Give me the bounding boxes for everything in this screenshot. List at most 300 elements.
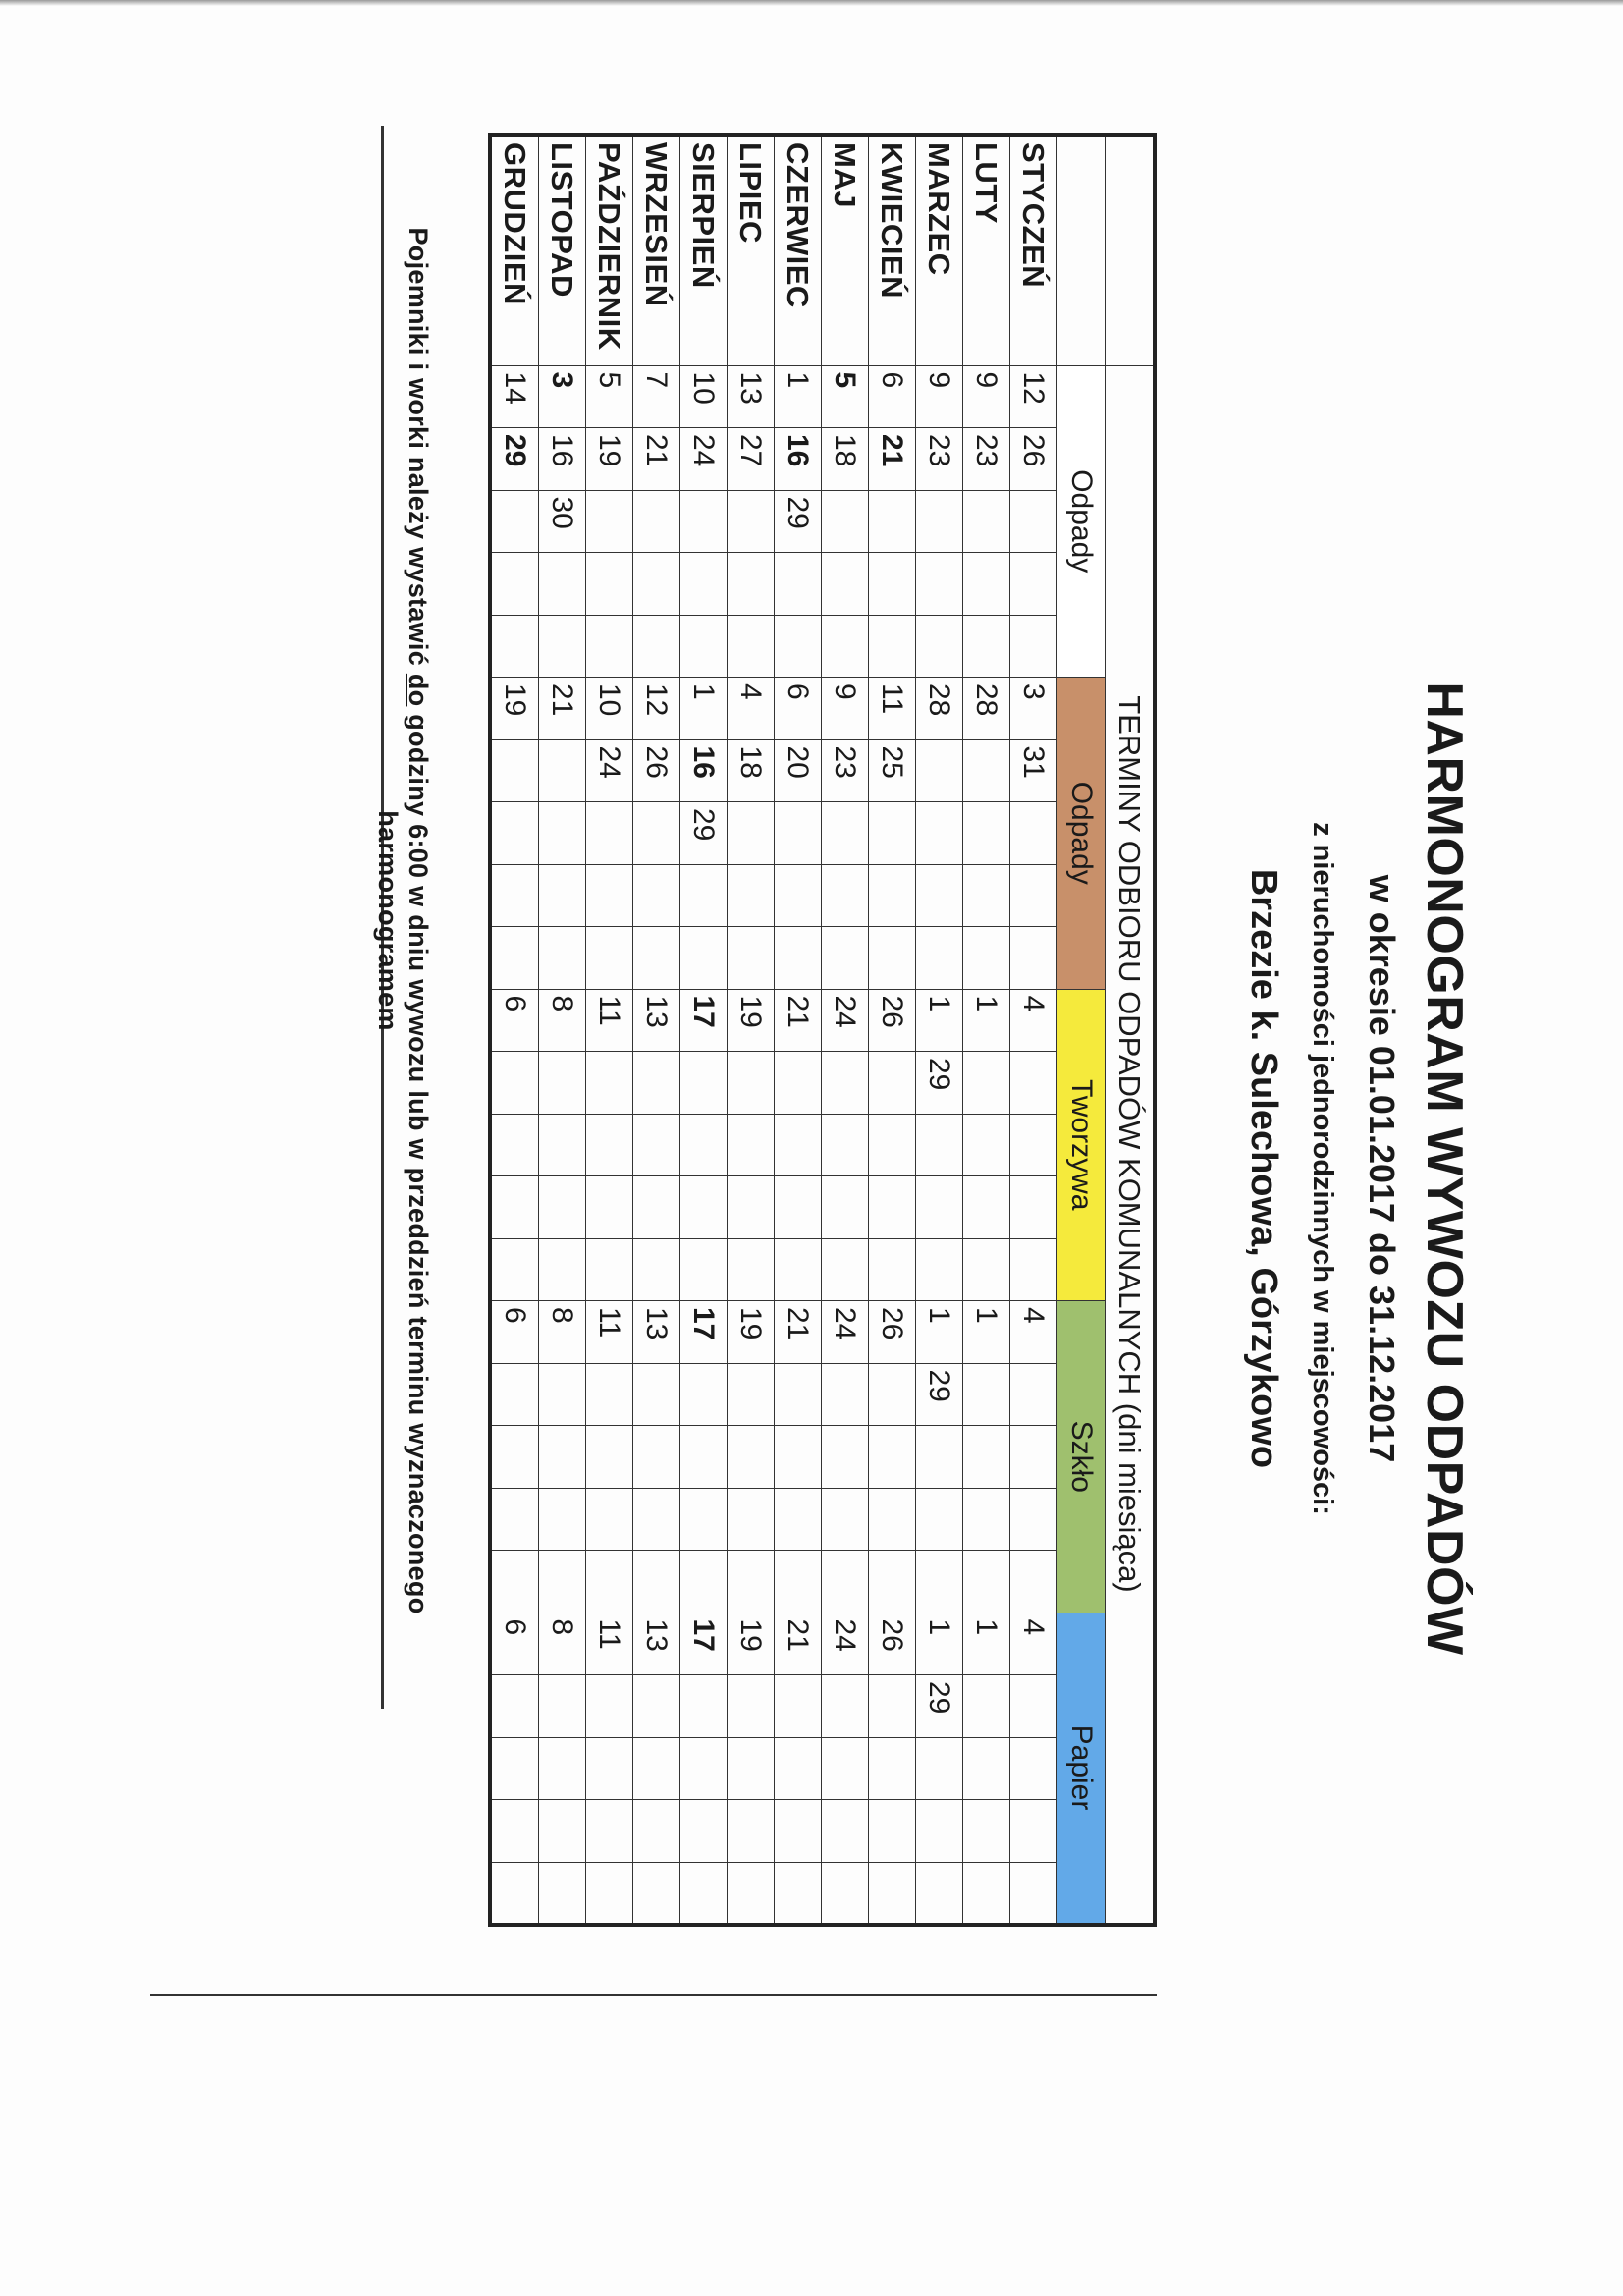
pickup-day-cell: [633, 553, 680, 616]
pickup-day-cell: [963, 1426, 1010, 1489]
pickup-day-cell: [728, 802, 775, 865]
pickup-day-cell: [1010, 1488, 1057, 1551]
pickup-day-cell: [963, 1551, 1010, 1613]
pickup-day-cell: 24: [822, 1613, 869, 1675]
pickup-day-cell: [633, 864, 680, 927]
pickup-day-cell: [963, 927, 1010, 990]
pickup-day-cell: [869, 1488, 916, 1551]
pickup-day-cell: [680, 1363, 728, 1426]
pickup-day-cell: 17: [680, 989, 728, 1052]
pickup-day-cell: [633, 1675, 680, 1738]
pickup-day-cell: [822, 1426, 869, 1489]
pickup-day-cell: 24: [822, 1301, 869, 1364]
pickup-day-cell: [775, 1488, 822, 1551]
property-line: z nieruchomości jednorodzinnych w miejscowości:: [1307, 822, 1338, 1515]
pickup-day-cell: [586, 1737, 633, 1800]
pickup-day-cell: [633, 1862, 680, 1925]
pickup-day-cell: 12: [633, 678, 680, 740]
pickup-day-cell: 23: [963, 428, 1010, 491]
pickup-day-cell: [728, 1114, 775, 1176]
pickup-day-cell: [728, 553, 775, 616]
pickup-day-cell: [586, 1176, 633, 1239]
pickup-day-cell: 29: [775, 490, 822, 553]
pickup-day-cell: [1010, 864, 1057, 927]
pickup-day-cell: [963, 1114, 1010, 1176]
pickup-day-cell: [822, 802, 869, 865]
pickup-day-cell: [680, 1862, 728, 1925]
pickup-day-cell: [490, 802, 539, 865]
pickup-day-cell: [869, 802, 916, 865]
pickup-day-cell: 29: [916, 1363, 963, 1426]
pickup-day-cell: [586, 1488, 633, 1551]
month-row: [490, 135, 539, 1925]
pickup-day-cell: 13: [633, 1613, 680, 1675]
pickup-day-cell: [775, 1862, 822, 1925]
pickup-day-cell: [775, 1737, 822, 1800]
pickup-day-cell: 13: [728, 365, 775, 428]
pickup-day-cell: 26: [869, 1301, 916, 1364]
pickup-day-cell: 28: [963, 678, 1010, 740]
pickup-day-cell: 18: [728, 739, 775, 802]
pickup-day-cell: [633, 490, 680, 553]
pickup-day-cell: [916, 927, 963, 990]
pickup-day-cell: 21: [775, 989, 822, 1052]
pickup-day-cell: 9: [963, 365, 1010, 428]
pickup-day-cell: [539, 1363, 586, 1426]
pickup-day-cell: 6: [490, 989, 539, 1052]
pickup-day-cell: [490, 1363, 539, 1426]
pickup-day-cell: [490, 1551, 539, 1613]
pickup-day-cell: [869, 1551, 916, 1613]
pickup-day-cell: 29: [916, 1052, 963, 1115]
footer-text-before: Pojemniki i worki należy wystawić: [404, 227, 433, 674]
pickup-day-cell: [680, 927, 728, 990]
pickup-day-cell: 29: [916, 1675, 963, 1738]
pickup-day-cell: [963, 1238, 1010, 1301]
pickup-day-cell: [728, 1551, 775, 1613]
pickup-day-cell: 1: [963, 989, 1010, 1052]
pickup-day-cell: [490, 1800, 539, 1863]
pickup-day-cell: [963, 1052, 1010, 1115]
pickup-day-cell: [916, 615, 963, 678]
month-row: [728, 135, 775, 1925]
pickup-day-cell: [539, 1238, 586, 1301]
pickup-day-cell: [728, 1862, 775, 1925]
pickup-day-cell: 26: [869, 989, 916, 1052]
pickup-day-cell: [916, 864, 963, 927]
pickup-day-cell: [822, 1675, 869, 1738]
pickup-day-cell: 23: [822, 739, 869, 802]
pickup-day-cell: 8: [539, 1301, 586, 1364]
pickup-day-cell: 21: [775, 1301, 822, 1364]
pickup-day-cell: 10: [680, 365, 728, 428]
pickup-day-cell: [869, 864, 916, 927]
pickup-day-cell: [680, 1488, 728, 1551]
pickup-day-cell: [963, 553, 1010, 616]
pickup-day-cell: [775, 1052, 822, 1115]
month-name: LIPIEC: [728, 135, 775, 365]
waste-type-header: Papier: [1057, 1613, 1106, 1925]
pickup-day-cell: 4: [728, 678, 775, 740]
pickup-day-cell: 21: [539, 678, 586, 740]
month-row: [680, 135, 728, 1925]
pickup-day-cell: [633, 1426, 680, 1489]
pickup-day-cell: [490, 1114, 539, 1176]
pickup-day-cell: [775, 1800, 822, 1863]
pickup-day-cell: [869, 1363, 916, 1426]
pickup-day-cell: [586, 927, 633, 990]
pickup-day-cell: [633, 1363, 680, 1426]
pickup-day-cell: 11: [869, 678, 916, 740]
pickup-day-cell: [728, 927, 775, 990]
pickup-day-cell: [869, 490, 916, 553]
pickup-day-cell: [728, 1176, 775, 1239]
pickup-day-cell: [490, 1176, 539, 1239]
pickup-day-cell: [822, 1551, 869, 1613]
waste-type-header: Odpady: [1057, 365, 1106, 678]
pickup-day-cell: [1010, 802, 1057, 865]
pickup-day-cell: 20: [775, 739, 822, 802]
pickup-day-cell: [869, 1800, 916, 1863]
pickup-day-cell: [822, 1488, 869, 1551]
pickup-day-cell: [1010, 1426, 1057, 1489]
pickup-day-cell: [728, 1737, 775, 1800]
pickup-day-cell: [633, 1052, 680, 1115]
pickup-day-cell: [633, 1551, 680, 1613]
pickup-day-cell: [539, 1176, 586, 1239]
pickup-day-cell: [822, 1862, 869, 1925]
pickup-day-cell: 13: [633, 989, 680, 1052]
month-row: [633, 135, 680, 1925]
pickup-day-cell: 19: [490, 678, 539, 740]
pickup-day-cell: [916, 1551, 963, 1613]
pickup-day-cell: [963, 1176, 1010, 1239]
pickup-day-cell: 1: [963, 1301, 1010, 1364]
pickup-day-cell: [916, 1737, 963, 1800]
pickup-day-cell: [869, 1114, 916, 1176]
month-row: [916, 135, 963, 1925]
pickup-day-cell: [680, 615, 728, 678]
pickup-day-cell: 19: [728, 1613, 775, 1675]
pickup-day-cell: 21: [633, 428, 680, 491]
pickup-day-cell: [633, 1800, 680, 1863]
pickup-day-cell: [680, 1737, 728, 1800]
pickup-day-cell: [539, 1800, 586, 1863]
pickup-day-cell: [586, 1800, 633, 1863]
pickup-day-cell: 24: [680, 428, 728, 491]
pickup-day-cell: [916, 1114, 963, 1176]
pickup-day-cell: [728, 490, 775, 553]
pickup-day-cell: [1010, 1052, 1057, 1115]
pickup-day-cell: [680, 490, 728, 553]
pickup-day-cell: [1010, 1114, 1057, 1176]
pickup-day-cell: [869, 1426, 916, 1489]
pickup-day-cell: [963, 802, 1010, 865]
pickup-day-cell: [775, 1675, 822, 1738]
pickup-day-cell: 3: [539, 365, 586, 428]
pickup-day-cell: 16: [775, 428, 822, 491]
pickup-day-cell: 18: [822, 428, 869, 491]
pickup-day-cell: [490, 1488, 539, 1551]
pickup-day-cell: 8: [539, 989, 586, 1052]
pickup-day-cell: 29: [490, 428, 539, 491]
pickup-day-cell: [775, 1426, 822, 1489]
pickup-day-cell: [1010, 1675, 1057, 1738]
pickup-day-cell: [822, 1800, 869, 1863]
pickup-day-cell: [586, 615, 633, 678]
pickup-day-cell: [680, 1176, 728, 1239]
pickup-day-cell: 11: [586, 1301, 633, 1364]
pickup-day-cell: [1010, 1176, 1057, 1239]
month-name: LISTOPAD: [539, 135, 586, 365]
pickup-day-cell: [963, 490, 1010, 553]
pickup-day-cell: [916, 553, 963, 616]
pickup-day-cell: [775, 1176, 822, 1239]
pickup-day-cell: [869, 927, 916, 990]
month-name: MAJ: [822, 135, 869, 365]
pickup-day-cell: 21: [775, 1613, 822, 1675]
month-row: [822, 135, 869, 1925]
pickup-day-cell: [633, 802, 680, 865]
pickup-day-cell: [728, 1488, 775, 1551]
month-header-cell: [1057, 135, 1106, 365]
pickup-day-cell: [633, 1488, 680, 1551]
pickup-day-cell: [586, 1238, 633, 1301]
pickup-day-cell: 25: [869, 739, 916, 802]
pickup-day-cell: [490, 1862, 539, 1925]
pickup-day-cell: 5: [822, 365, 869, 428]
pickup-day-cell: [1010, 1238, 1057, 1301]
month-name: GRUDZIEŃ: [490, 135, 539, 365]
pickup-day-cell: 5: [586, 365, 633, 428]
pickup-day-cell: 21: [869, 428, 916, 491]
pickup-day-cell: [728, 864, 775, 927]
pickup-day-cell: 24: [586, 739, 633, 802]
pickup-day-cell: [869, 1862, 916, 1925]
pickup-day-cell: 24: [822, 989, 869, 1052]
pickup-day-cell: [775, 1551, 822, 1613]
pickup-day-cell: [586, 490, 633, 553]
pickup-day-cell: [775, 1238, 822, 1301]
pickup-day-cell: [586, 1363, 633, 1426]
pickup-day-cell: [822, 1737, 869, 1800]
pickup-day-cell: 30: [539, 490, 586, 553]
footer-text-underlined: do: [404, 673, 433, 707]
pickup-day-cell: [869, 615, 916, 678]
pickup-day-cell: [490, 1426, 539, 1489]
pickup-day-cell: [1010, 1862, 1057, 1925]
pickup-day-cell: [539, 739, 586, 802]
pickup-day-cell: [586, 1675, 633, 1738]
pickup-day-cell: 3: [1010, 678, 1057, 740]
pickup-day-cell: [822, 1238, 869, 1301]
pickup-day-cell: [822, 864, 869, 927]
pickup-day-cell: [963, 1800, 1010, 1863]
pickup-day-cell: [490, 553, 539, 616]
pickup-day-cell: [490, 1052, 539, 1115]
table-caption: TERMINY ODBIORU ODPADÓW KOMUNALNYCH (dni miesiąca): [1106, 365, 1156, 1925]
pickup-day-cell: [916, 490, 963, 553]
pickup-day-cell: [539, 927, 586, 990]
pickup-day-cell: [633, 1238, 680, 1301]
pickup-day-cell: [775, 553, 822, 616]
pickup-day-cell: [1010, 1800, 1057, 1863]
month-row: [963, 135, 1010, 1925]
pickup-day-cell: [586, 1052, 633, 1115]
document-title: HARMONOGRAM WYWOZU ODPADÓW: [1416, 682, 1473, 1656]
pickup-day-cell: [490, 490, 539, 553]
pickup-day-cell: 19: [728, 1301, 775, 1364]
pickup-day-cell: [539, 1737, 586, 1800]
pickup-day-cell: [539, 1114, 586, 1176]
pickup-day-cell: [916, 1176, 963, 1239]
pickup-day-cell: [822, 1114, 869, 1176]
month-name: WRZESIEŃ: [633, 135, 680, 365]
pickup-day-cell: [490, 864, 539, 927]
pickup-day-cell: [1010, 553, 1057, 616]
pickup-day-cell: [539, 1675, 586, 1738]
pickup-day-cell: [869, 553, 916, 616]
pickup-day-cell: [728, 1052, 775, 1115]
pickup-day-cell: [728, 1675, 775, 1738]
pickup-day-cell: [680, 864, 728, 927]
pickup-day-cell: [539, 1862, 586, 1925]
pickup-day-cell: [822, 1363, 869, 1426]
month-row: [775, 135, 822, 1925]
pickup-day-cell: [916, 1800, 963, 1863]
pickup-day-cell: [963, 615, 1010, 678]
pickup-day-cell: [822, 1176, 869, 1239]
pickup-day-cell: 13: [633, 1301, 680, 1364]
pickup-day-cell: [539, 1052, 586, 1115]
pickup-day-cell: [822, 1052, 869, 1115]
pickup-day-cell: [490, 1675, 539, 1738]
pickup-day-cell: [539, 1551, 586, 1613]
pickup-day-cell: [586, 1426, 633, 1489]
pickup-day-cell: [680, 1675, 728, 1738]
pickup-day-cell: [775, 1114, 822, 1176]
pickup-day-cell: [680, 1551, 728, 1613]
table-right-rule: [150, 1994, 1157, 1996]
pickup-day-cell: 1: [916, 1301, 963, 1364]
pickup-day-cell: 6: [775, 678, 822, 740]
month-name: PAŹDZIERNIK: [586, 135, 633, 365]
period-line: w okresie 01.01.2017 do 31.12.2017: [1362, 874, 1402, 1463]
pickup-day-cell: [728, 1426, 775, 1489]
pickup-day-cell: [586, 864, 633, 927]
pickup-day-cell: [539, 864, 586, 927]
month-row: [1010, 135, 1057, 1925]
location-line: Brzezie k. Sulechowa, Górzykowo: [1243, 868, 1284, 1469]
pickup-day-cell: 6: [490, 1301, 539, 1364]
month-row: [586, 135, 633, 1925]
pickup-day-cell: [1010, 1737, 1057, 1800]
pickup-day-cell: [539, 1426, 586, 1489]
pickup-day-cell: [775, 615, 822, 678]
pickup-day-cell: [916, 1488, 963, 1551]
pickup-day-cell: 1: [916, 989, 963, 1052]
pickup-day-cell: [963, 1862, 1010, 1925]
month-name: SIERPIEŃ: [680, 135, 728, 365]
pickup-day-cell: [869, 1238, 916, 1301]
pickup-day-cell: 6: [869, 365, 916, 428]
pickup-day-cell: 28: [916, 678, 963, 740]
pickup-day-cell: [680, 1114, 728, 1176]
pickup-day-cell: [869, 1052, 916, 1115]
pickup-day-cell: [680, 1238, 728, 1301]
pickup-day-cell: 29: [680, 802, 728, 865]
waste-type-header: Szkło: [1057, 1301, 1106, 1613]
pickup-day-cell: 11: [586, 989, 633, 1052]
pickup-day-cell: [1010, 1363, 1057, 1426]
pickup-day-cell: [869, 1737, 916, 1800]
pickup-day-cell: 12: [1010, 365, 1057, 428]
pickup-day-cell: [869, 1176, 916, 1239]
pickup-day-cell: [963, 1737, 1010, 1800]
pickup-day-cell: [539, 1488, 586, 1551]
pickup-day-cell: 17: [680, 1301, 728, 1364]
pickup-day-cell: [490, 615, 539, 678]
pickup-day-cell: [728, 1363, 775, 1426]
pickup-day-cell: [633, 1737, 680, 1800]
pickup-day-cell: 6: [490, 1613, 539, 1675]
pickup-day-cell: 4: [1010, 1301, 1057, 1364]
pickup-day-cell: [633, 1114, 680, 1176]
pickup-day-cell: [963, 1363, 1010, 1426]
pickup-day-cell: [1010, 1551, 1057, 1613]
pickup-day-cell: [822, 615, 869, 678]
pickup-day-cell: [916, 1426, 963, 1489]
pickup-day-cell: 1: [963, 1613, 1010, 1675]
pickup-day-cell: [490, 739, 539, 802]
pickup-day-cell: [586, 802, 633, 865]
pickup-day-cell: [963, 864, 1010, 927]
month-name: STYCZEŃ: [1010, 135, 1057, 365]
pickup-day-cell: [586, 553, 633, 616]
month-name: KWIECIEŃ: [869, 135, 916, 365]
pickup-day-cell: [680, 1800, 728, 1863]
pickup-day-cell: [490, 1737, 539, 1800]
pickup-day-cell: [1010, 927, 1057, 990]
pickup-day-cell: 9: [916, 365, 963, 428]
pickup-day-cell: [963, 1488, 1010, 1551]
pickup-day-cell: 1: [916, 1613, 963, 1675]
pickup-day-cell: 16: [539, 428, 586, 491]
pickup-day-cell: [633, 1176, 680, 1239]
pickup-day-cell: [822, 927, 869, 990]
pickup-day-cell: [490, 1238, 539, 1301]
pickup-day-cell: [963, 1675, 1010, 1738]
pickup-day-cell: [586, 1551, 633, 1613]
pickup-day-cell: 10: [586, 678, 633, 740]
pickup-day-cell: [539, 615, 586, 678]
footer-note: [372, 133, 433, 1709]
pickup-day-cell: [680, 1426, 728, 1489]
pickup-day-cell: [1010, 615, 1057, 678]
month-name: CZERWIEC: [775, 135, 822, 365]
month-name: MARZEC: [916, 135, 963, 365]
pickup-day-cell: 23: [916, 428, 963, 491]
pickup-day-cell: 26: [633, 739, 680, 802]
pickup-day-cell: 1: [775, 365, 822, 428]
pickup-day-cell: [775, 1363, 822, 1426]
pickup-day-cell: 1: [680, 678, 728, 740]
pickup-day-cell: 27: [728, 428, 775, 491]
pickup-day-cell: [586, 1114, 633, 1176]
pickup-day-cell: [728, 615, 775, 678]
pickup-day-cell: [728, 1800, 775, 1863]
pickup-day-cell: [586, 1862, 633, 1925]
